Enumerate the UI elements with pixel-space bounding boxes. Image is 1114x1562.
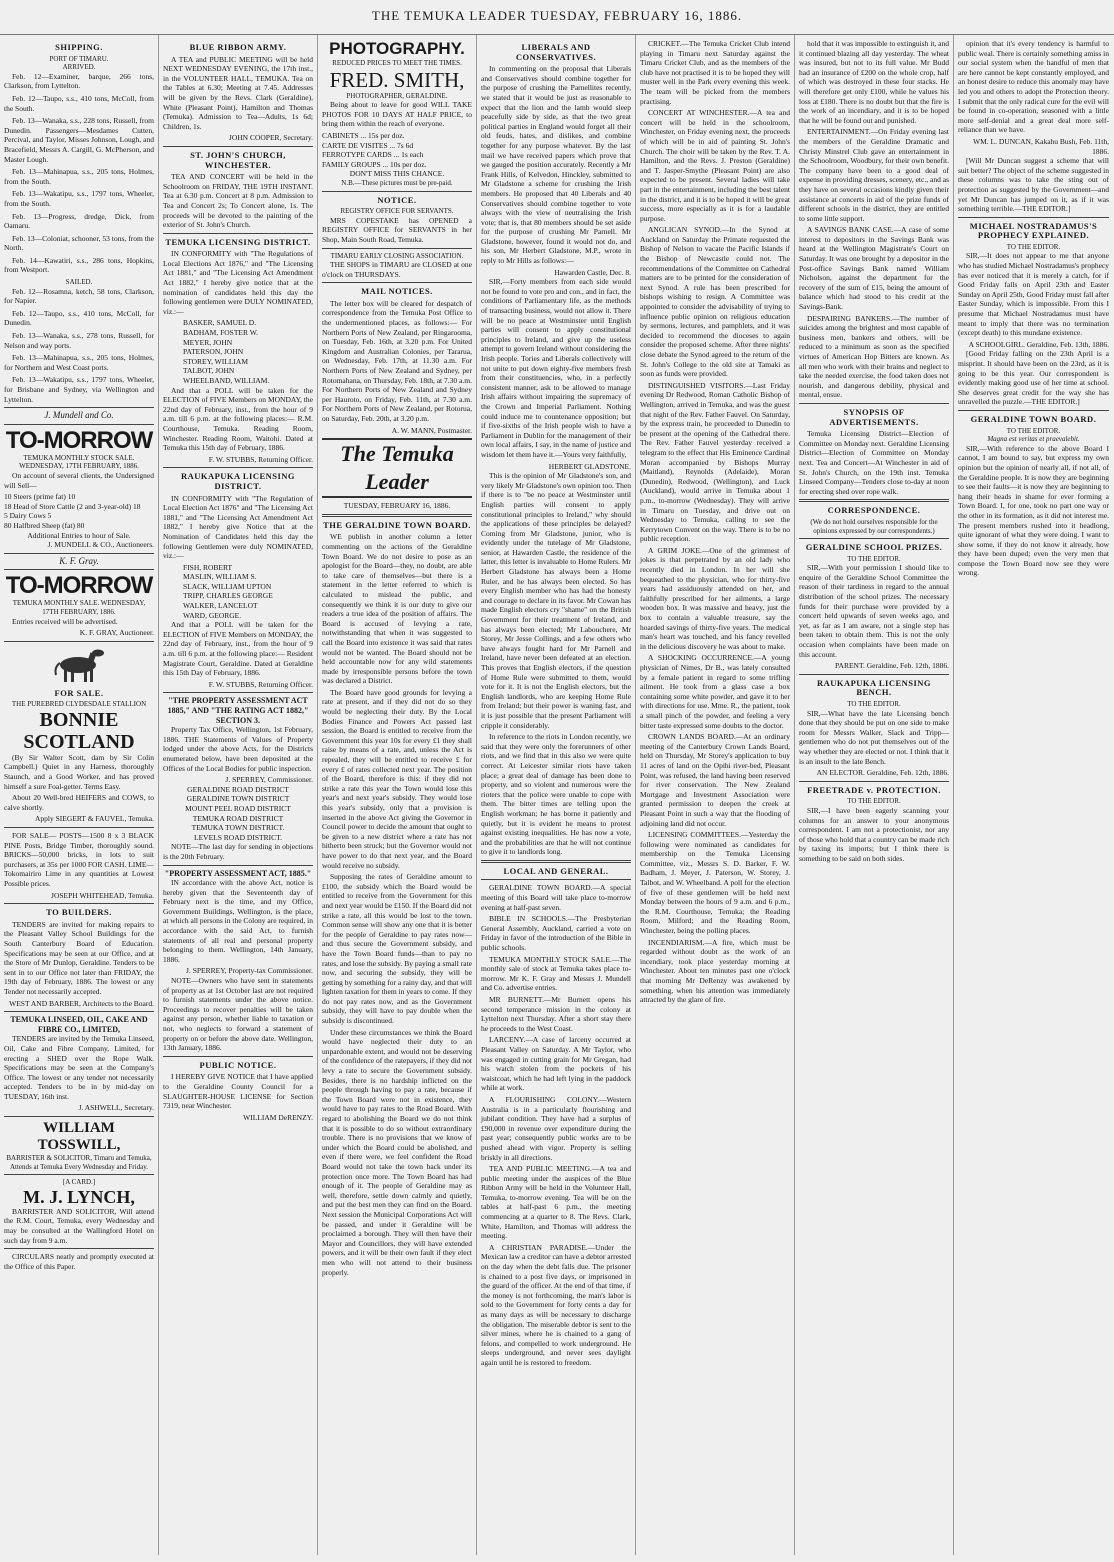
local-item: TEMUKA MONTHLY STOCK SALE.—The monthly sale of stock at Temuka takes place to-morrow. Mr K. F. Gray and Messrs J. Mundell and Co. advertise entries.	[481, 954, 631, 993]
bench-title: RAUKAPUKA LICENSING BENCH.	[816, 677, 932, 698]
to-editor: TO THE EDITOR.	[1006, 242, 1061, 251]
candidate-name: MEYER, JOHN	[183, 337, 233, 347]
sailed-item: Feb. 13—Wakatipu, s.s., 1797 tons, Wheeler, for Brisbane and Sydney, via Wellington and Lyttelton.	[4, 375, 154, 404]
arrived-item: Feb. 13—Wanaka, s.s., 228 tons, Russell, from Dunedin. Passengers—Mesdames Cutten, Percival, and Taylor, Misses Johnson, Lough, and Bracefield, Messrs A. Cargill, G. McPherson, and Master Lough.	[4, 116, 154, 164]
arrived-title: ARRIVED.	[62, 63, 96, 72]
divider	[799, 499, 949, 502]
fred-text: Being about to leave for good WILL TAKE PHOTOS FOR 10 DAYS AT HALF PRICE, to bring them within the reach of everyone.	[322, 100, 472, 129]
prizes-text: SIR,—With your permission I should like to enquire of the Geraldine School Committee the reason of their tardiness in regard to the annual distribution of the school prizes. The necessary funds for their purchase were provided by a concert held upwards of seven weeks ago, and yet, as far as I am aware, not a single step has been taken to obtain them. This is not the only occasion when complaints have been made on this account.	[799, 563, 949, 659]
divider	[4, 827, 154, 828]
tosswill-text: BARRISTER & SOLICITOR, Timaru and Temuka, Attends at Temuka Every Wednesday and Friday.	[6, 1154, 152, 1171]
linseed-signature: J. ASHWELL, Secretary.	[78, 1103, 154, 1113]
news-item: A SHOCKING OCCURRENCE.—A young physician of Nimes, Dr B., was lately consulted by a female patient in regard to some trifling ailment. He took from a glass case a box containing some white powder, and gave it to her with directions for use. Mme. R., the patient, took a small pinch of the powder, and feeling a very bitter taste expressed some doubts to the doctor.	[640, 653, 790, 730]
blue-ribbon-title: BLUE RIBBON ARMY.	[189, 42, 287, 52]
arrived-item: Feb. 12—Examiner, barque, 266 tons, Clarkson, from Lyttelton.	[4, 71, 154, 91]
blue-ribbon-signature: JOHN COOPER, Secretary.	[228, 133, 313, 143]
divider	[799, 781, 949, 782]
board-paragraph: The Board have good grounds for levying a rate at present, and if they did not do so they would be neglecting their duty. By the Local Bodies Finance and Powers Act passed last session, the Board is entitled to receive from the Government this year 10s for every £1 they shall raise by means of a rate, and, unless the Act is repealed, they will be entitled to receive £ for every £ of rates collected next year. The position of the Board, therefore is this: if they did not strike a rate this year the Town would lose this year's and next year's subsidy. They would lose this year's subsidy, only that a provision is inserted in the above Act giving the Governor in Council power to decide the amount that ought to be given to a new district where a rate has not hitherto been struck; but the Governor would not have power to do that next year, and the Board would receive no subsidy.	[322, 687, 472, 870]
candidate-name: SLACK, WILLIAM UPTON	[183, 581, 272, 591]
price-item: FERROTYPE CARDS ... 1s each	[322, 150, 424, 160]
prop2-signature: J. SPERREY, Property-tax Commissioner.	[186, 966, 313, 976]
stjohn-text: TEA AND CONCERT will be held in the Schoolroom on FRIDAY, THE 19TH INSTANT. Tea at 6.30 p.m. Concert at 8 p.m. Admission to Tea and Concert 2s; To Concert alone, 1s. The proceeds will be devoted to the painting of the exterior of St. John's Church.	[163, 172, 313, 230]
duncan-signature: WM. L. DUNCAN, Kakahu Bush, Feb. 11th, 1886.	[973, 136, 1109, 156]
correspondence-title: CORRESPONDENCE.	[827, 505, 921, 516]
closing-title: TIMARU EARLY CLOSING ASSOCIATION.	[330, 251, 464, 260]
mundell-signature: J. MUNDELL & CO., Auctioneers.	[47, 540, 154, 550]
freetrade-title: FREETRADE v. PROTECTION.	[807, 784, 941, 795]
libcon-title: LIBERALS AND CONSERVATIVES.	[515, 42, 597, 62]
editor-note: [Good Friday falling on the 23th April is a misprint. It should have been on the 23rd, as it is going to be this year. Our correspondent is evidently making good use of her time at school. She deserves great credit for the way she has unravelled the puzzle.—THE EDITOR.]	[958, 349, 1109, 407]
divider	[958, 217, 1109, 218]
divider	[322, 514, 472, 517]
sailed-item: Feb. 12—Taupo, s.s., 410 tons, McColl, for Dunedin.	[4, 308, 154, 328]
news-item: ENTERTAINMENT.—On Friday evening last the members of the Geraldine Dramatic and Christy Minstrel Club gave an entertainment in the Schoolroom, Woodbury, for their own benefit. The company have been to a good deal of expense in providing dresses, scenery, etc., and as they have on several occasions kindly given their assistance at concerts in aid of the prize funds of different schools in the district, they are entitled to some little support.	[799, 127, 949, 223]
price-list	[322, 131, 472, 169]
candidate-name: BADHAM, FOSTER W.	[183, 328, 259, 338]
sailed-item: Feb. 12—Rosamna, ketch, 58 tons, Clarkson, for Napier.	[4, 286, 154, 306]
gray-sale: TEMUKA MONTHLY SALE. WEDNESDAY, 17TH FEBRUARY, 1886.	[12, 599, 146, 616]
apply-signature: Apply SIEGERT & FAUVEL, Temuka.	[34, 814, 154, 824]
gtb-title: GERALDINE TOWN BOARD.	[970, 413, 1097, 424]
lynch-text: BARRISTER AND SOLICITOR, Will attend the R.M. Court, Temuka, every Wednesday and may be consulted at the Wallingford Hotel on such day from 9 a.m.	[4, 1206, 154, 1245]
builders-signature: WEST AND BARBER, Architects to the Board.	[9, 998, 154, 1008]
local-item: A FLOURISHING COLONY.—Western Australia is in a particularly flourishing and jubilant condition. They have had a surplus of £90,000 in revenue over expenditure during the past year; consequently public works are to be pushed ahead with vigor. Property is selling briskly in all directions.	[481, 1094, 631, 1162]
posts-text: FOR SALE— POSTS—1500 8 x 3 BLACK PINE Posts, Bridge Timber, thoroughly sound. BRICKS—50,000 bricks, in lots to suit purchasers, at 35s per 1000 FOR CASH. LIME—Tokomairiro Lime in any quantities at Lowest Possible prices.	[4, 831, 154, 888]
nb-note: N.B.—These pictures must be pre-paid.	[341, 178, 453, 187]
candidate-name: TALBOT, JOHN	[183, 366, 235, 376]
column-4	[477, 35, 636, 1555]
local-item: LARCENY.—A case of larceny occurred at Pleasant Valley on Saturday. A Mr Taylor, who was engaged in cutting grain for Mr Gregan, had his watch stolen from the pockets of his waistcoat, which he had left lying in the paddock while at work.	[481, 1035, 631, 1093]
local-item: TEA AND PUBLIC MEETING.—A tea and public meeting under the auspices of the Blue Ribbon Army will be held in the Volunteer Hall, Temuka, to-morrow evening. Tea will be on the tables at half-past 6 p.m., the meeting commencing at a quarter to 8. The Revs. Clark, White, Hamilton, and Thomas will address the meeting.	[481, 1164, 631, 1241]
public-notice-text: I HEREBY GIVE NOTICE that I have applied to the Geraldine County Council for a SLAUGHTER-HOUSE LICENSE for Section 7319, near Winchester.	[163, 1072, 313, 1111]
column-6	[795, 35, 954, 1555]
stallion-title: THE PUREBRED CLYDESDALE STALLION	[11, 700, 147, 709]
synopsis-text: Temuka Licensing District—Election of Committee on Monday next. Geraldine Licensing District—Election of Committee on Monday next. Tea and Concert—At Winchester in aid of St. John's Church, on the 19th inst. Temuka Linseed Company—Tenders close to-day at noon for erecting shed over rope walk.	[799, 429, 949, 496]
candidate-name: MASLIN, WILLIAM S.	[183, 572, 257, 582]
bench-text: SIR,—What have the late Licensing bench done that they should be put on one side to make room for Messrs Walker, Slack and Tripp—gentlemen who do not put themselves out of the way whether they are elected or not. I think that it is an insult to the late Bench.	[799, 708, 949, 766]
arrived-item: Feb. 13—Wakatipu, s.s., 1797 tons, Wheeler, from the South.	[4, 189, 154, 208]
sailed-item: Feb. 13—Mahinapua, s.s., 205 tons, Holmes, for Northern and West Coast ports.	[4, 353, 154, 372]
column-5	[636, 35, 795, 1555]
bench-signature: AN ELECTOR. Geraldine, Feb. 12th, 1886.	[816, 768, 949, 778]
prizes-signature: PARENT. Geraldine, Feb. 12th, 1886.	[835, 661, 949, 671]
blue-ribbon-text: A TEA and PUBLIC MEETING will be held NEXT WEDNESDAY EVENING, the 17th inst., in the VOLUNTEER HALL, TEMUKA. Tea on the Tables at 6.30; Meeting at 7.45. Addresses will be given by the Revs. Clark (Geraldine), White (Pleasant Point), Hamilton and Thomas (Temuka). Admission to Tea—Adults, 1s 6d; Children, 1s.	[163, 54, 313, 131]
district-name: GERALDINE TOWN DISTRICT	[186, 794, 290, 804]
local-item: GERALDINE TOWN BOARD.—A special meeting of this Board will take place to-morrow evening at half-past seven.	[481, 883, 631, 912]
news-item: CONCERT AT WINCHESTER.—A tea and concert will be held in the schoolroom, Winchester, on Friday evening next, the proceeds of which will be in aid of painting St. John's Church. The choir will be taken by the Rev. T. A. Hamilton, and the Revs. J. Preston (Geraldine) and T. Jasper-Smythe (Pleasant Point) are also expected to be present. Several ladies will take part in the entertainment, including the best talent in the district, and it is to be hoped it will be great success, more especially as it is for a laudable purpose.	[640, 108, 790, 223]
district-name: MOUNT PEEL ROAD DISTRICT	[185, 803, 291, 813]
divider	[4, 407, 154, 408]
stock-item: 10 Steers (prime fat) 10	[4, 492, 76, 502]
lynch-title: M. J. LYNCH,	[23, 1186, 135, 1207]
magna-quote: Magna est veritas et praevalebit.	[987, 435, 1080, 444]
news-item: A SAVINGS BANK CASE.—A case of some interest to depositors in the Savings Bank was heard at the Wellington Magistrate's Court on Saturday. It was one brought by a depositor in the Post-office Savings Bank named William Nicholson, against the department for the recovery of the sum of £15, being the amount of balance which had stood to his credit at the Savings-Bank.	[799, 225, 949, 312]
arrived-item: Feb. 13—Coloniat, schooner, 53 tons, from the North.	[4, 233, 154, 253]
divider	[322, 282, 472, 283]
district-name: TEMUKA ROAD DISTRICT	[192, 813, 284, 823]
divider	[958, 410, 1109, 411]
news-item: CRICKET.—The Temuka Cricket Club intend playing in Timaru next Saturday against the Timaru Cricket Club, and as the members of the club have not practised it is to be hoped they will muster well in the Park every evening this week. The team will be picked from the members practising.	[640, 39, 790, 106]
local-item: A CHRISTIAN PARADISE.—Under the Mexican law a creditor can have a debtor arrested on the day when the debt falls due. The prisoner is chained to a post five days, or imprisoned in the guard of the officer. At the end of that time, if the money is not forthcoming, the man's labor is sold to the Government for forty cents a day for as many days as will be necessary to discharge the obligation. The miserable debtor is sent to the silver mines, where he is chained to a gang of felons, and compelled to work underground. He sleeps underground, and never sees daylight again until he is restored to freedom.	[481, 1242, 631, 1367]
arrived-item: Feb. 13—Mahinapua, s.s., 205 tons, Holmes, from the South.	[4, 167, 154, 186]
price-item: CARTE DE VISITES ... 7s 6d	[322, 140, 414, 150]
sailed-list	[4, 287, 154, 405]
mundell-tomorrow: TO-MORROW	[5, 426, 153, 454]
gtb-text: SIR,—With reference to the above Board I cannot, I am bound to say, but express my own opinion but the opinion of nearly all, if not all, of the Geraldine people. It is now they are beginning to see their faults—it is now they are beginning to hang their heads in shame for ever forming a Town Board. I, for one, took no part one way or the other in its formation, as it did not interest me. The present members rushed into it headlong, quite ignorant of what they were doing. I want to show some, if they do not know it already, how they have been duped; even the very men that compose the Town Board now see they were wrong.	[958, 443, 1109, 578]
bonnie-title: BONNIE SCOTLAND	[23, 708, 135, 753]
mail-title: MAIL NOTICES.	[361, 286, 433, 297]
divider	[163, 692, 313, 693]
mail-text: The letter box will be cleared for despatch of correspondence from the Temuka Post Office to the undermentioned places, as follows:— For Northern Ports of New Zealand, per Ringarooma, on Tuesday, Feb. 16th, at 3.20 p.m. For United Kingdom and Australian Colonies, per Tararua, on Wednesday, Feb. 17th, at 11.30 a.m. For Northern Ports of New Zealand and Sydney, per Rotomahana, on Thursday, Feb. 18th, at 7.30 a.m. For Northern Ports of New Zealand and Sydney per Hauroto, on Friday, Feb. 11th, at 7.30 a.m. For Northern Ports of New Zealand, per Rotorua, on Saturday, Feb. 20th, at 3.20 p.m.	[322, 298, 472, 423]
prop2-title: "PROPERTY ASSESSMENT ACT, 1885."	[164, 868, 312, 878]
arrived-list	[4, 72, 154, 275]
arrived-item: Feb. 13—Progress, dredge, Dick, from Oamaru.	[4, 211, 154, 231]
column-7	[954, 35, 1113, 1555]
news-item: opinion that it's every tendency is harmful to public weal. There is certainly something amiss in our social system when the handful of men that are here cannot be kept constantly employed, and an honest desire to reduce this anomaly may have led you and others to adopt the Protection theory. I submit that the only radical cure for the evil will be found in co-operation, seasoned with a little more self-denial and a great deal more self-reliance than we have.	[958, 39, 1109, 135]
divider	[4, 641, 154, 642]
candidate-name: FISH, ROBERT	[183, 562, 233, 572]
whitehead-signature: JOSEPH WHITEHEAD, Temuka.	[51, 890, 154, 900]
divider	[4, 1116, 154, 1117]
registry-text: MRS COPESTAKE has OPENED a REGISTRY OFFICE for SERVANTS in her Shop, Main South Road, Temuka.	[322, 215, 472, 244]
news-item: INCENDIARISM.—A fire, which must be regarded without doubt as the work of an incendiary, took place yesterday morning at Winchester. About ten minutes past one o'clock that morning Mr DeRenzy was awakened by something, when his attention was immediately attracted by the glare of fire.	[640, 937, 790, 1005]
candidate-name: STOREY, WILLIAM	[183, 356, 249, 366]
divider	[4, 553, 154, 554]
column-2	[159, 35, 318, 1555]
notice-title: NOTICE.	[377, 194, 417, 205]
divider	[4, 1174, 154, 1175]
rld-names	[163, 563, 313, 621]
michael-text: SIR,—It does not appear to me that anyone who has studied Michael Nostradamus's prophecy has ever noticed that it is merely a catch, for if Good Friday falls on April 23th and Easter Sunday on April 25th, Good Friday must fall after Easter Sunday, which is impossible. From this I presume that Michael Nostradamus must have meant to imply that there was no termination (except death) to this mundane existence.	[958, 251, 1109, 338]
candidate-name: WHEELBAND, WILLIAM.	[183, 376, 270, 385]
registry-title: REGISTRY OFFICE FOR SERVANTS.	[340, 207, 454, 216]
to-editor: TO THE EDITOR.	[847, 797, 901, 806]
divider	[322, 191, 472, 192]
rld-title: RAUKAPUKA LICENSING DISTRICT.	[180, 471, 296, 491]
photography-title: PHOTOGRAPHY.	[329, 39, 465, 58]
districts-list	[163, 785, 313, 843]
tld-title: TEMUKA LICENSING DISTRICT.	[165, 236, 311, 247]
stjohn-title: ST. JOHN'S CHURCH, WINCHESTER.	[190, 149, 286, 170]
gray-signature: K. F. GRAY, Auctioneer.	[79, 628, 154, 638]
candidate-name: BASKER, SAMUEL D.	[183, 318, 257, 328]
tld-signature: F. W. STUBBS, Returning Officer.	[208, 454, 313, 464]
gray-text: Entries received will be advertised.	[12, 616, 118, 626]
news-item: hold that it was impossible to extinguish it, and it continued blazing all day yesterday. The wheat was insured, but not to its full value. Mr Budd had an insurance of £200 on the whole crop, half of which was destroyed in these four stacks. He will therefore get only £100, while he values his loss at £180. There is no doubt but that the fire is the work of an incendiary, and it is to be hoped that he will be found out and punished.	[799, 39, 949, 125]
horse-illustration	[44, 645, 114, 685]
prop-signature: J. SPERREY, Commissioner.	[225, 775, 313, 785]
news-item: A GRIM JOKE.—One of the grimmest of jokes is that perpetrated by an old lady who recently died in London. In her will she bequeathed to the physician, who for thirty-five years had assiduously attended on her, and faithfully prescribed for her ailments, a large wooden box. It was massive and heavy, just the box to contain a valuable treasure, say the hoarded savings of thirty-five years. The medical man's heart was touched, and his fancy revelled in the delicious discovery he was about to make.	[640, 545, 790, 651]
public-notice-signature: WILLIAM DeRENZY.	[243, 1112, 313, 1122]
divider	[163, 1056, 313, 1057]
board-title: THE GERALDINE TOWN BOARD.	[323, 519, 471, 530]
gray-title: K. F. Gray.	[59, 555, 99, 566]
editor-note: [Will Mr Duncan suggest a scheme that will suit better? The object of the scheme suggested in these columns was to take the sting out of protection as suggested by the Government—and yet Mr Duncan has jumped on it, as if it was something terrible.—THE EDITOR.]	[958, 156, 1109, 214]
news-item: LICENSING COMMITTEES.—Yesterday the following were nominated as candidates for membership on the Temuka Licensing Committee, viz., Messrs S. D. Barker, F. W. Badham, J. Meyer, J. Paterson, W. Storey, J. Talbot, and W. Wheelband. A poll for the election of five of these gentlemen will be held next Monday between the hours of 9 a.m. and 6 p.m., the R.M. Courthouse, Temuka; the Reading Room, Milford; and the Reading Room, Winchester, being the polling places.	[640, 830, 790, 936]
closing-text: THE SHOPS in TIMARU are CLOSED at one o'clock on THURSDAYS.	[322, 260, 472, 279]
candidate-name: WALKER, LANCELOT	[183, 601, 258, 611]
freetrade-text: SIR,—I have been eagerly scanning your columns for an answer to your anonymous correspondent. I am not a protectionist, nor any of those who hold that a country can be made rich by taxing its imports; but I think there is something to be said on both sides.	[799, 805, 949, 863]
dont-miss: DON'T MISS THIS CHANCE.	[349, 169, 445, 179]
fred-subtitle: PHOTOGRAPHER, GERALDINE.	[346, 91, 448, 100]
board-paragraph: Under these circumstances we think the Board would have neglected their duty to an unpardonable extent, and would not be deserving of the confidence of the ratepayers, if they did not levy a rate to secure the Government subsidy. Besides, there is no hardship inflicted on the people through having to pay a rate, because if the Town Board were not in existence, they would have to pay rates to the Road Board. With regard to abolishing the Board we do not think that it is possible to do so without extraordinary trouble. There is no provisions that we know of under which the Board could be abolished, and even if there were, we feel confident the Road Board would not take the town back under its protection once more. The Town Board has had enough of it. The people of Geraldine may as well, therefore, settle down calmly and quietly, and put the best men they can find on the Board. Next session the Municipal Corporations Act will be passed, and under it Geraldine will be proclaimed a borough. They will then have their Mayor and Councillors, they will have extended powers, and it will be their own fault if they elect men who will not attend to their business properly.	[322, 1027, 472, 1277]
price-item: CABINETS ... 15s per doz.	[322, 130, 405, 140]
masthead: The Temuka Leader	[322, 438, 472, 498]
news-item: ANGLICAN SYNOD.—In the Synod at Auckland on Saturday the Primate requested the Bishop of Nelson to vacate the Pacific Islands if the Bishop of Newcastle could not. The recommendations of the Committee on Cathedral matters are to be printed for the consideration of next Synod. A rule has been prescribed for bishops wishing to resign. A Committee was appointed to consider the advisability of trying to influence public opinion on religious education by sermons, lectures, and pamphlets, and it was decided to recommend the dioceses to again consider the proposed scheme. After three nights' close debate the Synod agreed to the return of the St. John's College to the old site at Tamaki as soon as funds were provided.	[640, 225, 790, 379]
libcon-paragraph: This is the opinion of Mr Gladstone's son, and very likely Mr Gladstone's own opinion too. Then if there is to "be no peace at Westminster until English parties will consent to apply constitutional principles to Ireland," why should the applications of these principles be delayed? Coming from Mr Gladstone, junior, who is evidently under the tutelage of Mr Gladstone, senior, at Hawarden Castle, the residence of the latter, this letter is invaluable to Home Rulers. Mr Herbert Gladstone has always been a Home Ruler, and he has always been elected. So has every English member who has had the honesty and courage to declare in its favor. Mr Cowan has made English electors cry "shame" on the British Government for their treatment of Ireland, and has always been elected; Mr Labouchere, Mr Storey, Mr Jesse Collings, and a few others who have always fought hard for Mr Parnell and Ireland, have never been defeated at an election. This proves that English electors, if the question of Home Rule were submitted to them, would vote for it. It is not the English electors, but the English landlords, who are keeping Home Rule from Ireland; but their power is waning fast, and it is just possible that the present Parliament will cripple it considerably.	[481, 471, 631, 730]
mundell-text: On account of several clients, the Undersigned will Sell—	[4, 470, 154, 490]
sailed-title: SAILED.	[65, 278, 93, 287]
news-item: DISTINGUISHED VISITORS.—Last Friday evening Dr Redwood, Roman Catholic Bishop of Wellington, arrived in Temuka, and was the guest that night of the Rev. Father Fauvel. On Saturday, by the express train, he proceeded to Dunedin to be present at the opening of the Cathedral there. The Rev. Father Fauvel yesterday received a telegram to the effect that His Eminence Cardinal Moran accompanied by Bishops Murray (Maitland), Reynolds (Adelaide), Moran (Dunedin), Redwood, (Wellington), and Luck (Auckland), would arrive in Temuka about 1 p.m., to-morrow (Wednesday). They will arrive in Timaru on Tuesday, and drive out on Wednesday to Temuka, calling to see the Kerrytown Convent on the way. There is to be no public reception.	[640, 380, 790, 544]
divider	[799, 538, 949, 539]
photography-subtitle: REDUCED PRICES TO MEET THE TIMES.	[332, 59, 462, 67]
circulars-text: CIRCULARS neatly and promptly executed at the Office of this Paper.	[4, 1252, 154, 1271]
divider	[799, 403, 949, 404]
district-name: GERALDINE ROAD DISTRICT	[187, 784, 289, 794]
news-item: CROWN LANDS BOARD.—At an ordinary meeting of the Canterbury Crown Lands Board, held on Thursday, Mr Storey's application to buy 11 acres of land on the Opihi river-bed, Pleasant Point, was refused, the land having been reserved for river conservation. The New Zealand Mortgage and Investment Association were granted permission to deepen the creek at Pleasant Point in such a way that the flooding of adjoining land did not occur.	[640, 732, 790, 828]
shipping-title: SHIPPING.	[55, 42, 103, 52]
arrived-item: Feb. 12—Taupo, s.s., 410 tons, McColl, from the South.	[4, 93, 154, 113]
local-item: MR BURNETT.—Mr Burnett opens his second temperance mission in the colony at Lyttelton next Thursday. After a short stay there he proceeds to the West Coast.	[481, 995, 631, 1033]
libcon-paragraph: In commenting on the proposal that Liberals and Conservatives should combine together for the purpose of crushing the Parnellites recently, we stated that it would be just as reasonable to expect that the lion and the lamb would sleep peacefully side by side, as that the two great political parties in England would forget all their old feuds, hates, and dislikes, and combine together for any purpose whatever. By the last mail we have received papers which prove that we gauged the position accurately. Recently a Mr Frank Hills, of Kelvedon, Hinckley, submitted to Mr Gladstone a scheme for crushing the Irish members. He proposed that 40 Liberals and 40 Conservatives should combine together to vote always with the view of neutralising the Irish vote; that is, that 80 members should be set aside for the purpose of crushing Mr Parnell. Mr Gladstone, however, found it would not do, and his son, Mr Herbert Gladstone, M.P., wrote in reply to Mr Hills as follows:—	[481, 64, 631, 266]
to-editor: TO THE EDITOR.	[1006, 426, 1061, 435]
divider	[4, 569, 154, 570]
divider	[4, 1248, 154, 1249]
divider	[322, 248, 472, 249]
bonnie-text: (By Sir Walter Scott, dam by Sir Colin Campbell.) Quiet in any Harness, thoroughly Staunch, and a Good Worker, and has proved himself a sure Foal-getter. Terms Easy.	[4, 752, 154, 791]
forsale-title: FOR SALE.	[54, 687, 104, 698]
column-3	[318, 35, 477, 1555]
board-paragraph: Supposing the rates of Geraldine amount to £100, the subsidy which the Board would be entitled to receive from the Government for this and next year would be £150. If the Board did not strike a rate, all this would be lost to the town. Common sense will show any one that it is better for the people of Geraldine to pay rates now—and thus secure the Government subsidy, and have the Town Board funds—than to pay no rates, and lose the subsidy. By paying a small rate now, and securing the subsidy, they will be getting by something for a rainy day, and that will lighten taxation for them in years to come. If they do not pay rates now, and as the Government subsidy, they will have to pay double when the subsidy is discontinued.	[322, 872, 472, 1026]
linseed-text: TENDERS are invited by the Temuka Linseed, Oil, Cake and Fibre Company, Limited, for erecting a SHED over the Rope Walk. Specifications may be seen at the Company's Office. The lowest or any tender not necessarily accepted. Tenders to be in by mid-day on TUESDAY, 16th inst.	[4, 1034, 154, 1101]
divider	[4, 903, 154, 904]
prop2-text: IN accordance with the above Act, notice is hereby given that the Seventeenth day of February next is the time, and my Office, Government Buildings, Wellington, is the place, at which all persons in the Colony are required, in accordance with the said Act, to furnish statements of all real and personal property belonging to them. Wellington, 14th January, 1886.	[163, 878, 313, 964]
divider	[163, 865, 313, 866]
candidate-name: TRIPP, CHARLES GEORGE	[183, 591, 273, 601]
prop-text: Property Tax Office, Wellington, 1st February, 1886. THE Statements of Values of Property lodged under the above Acts, for the Districts enumerated below, have been deposited at the Offices of the Local Bodies for public inspection.	[163, 725, 313, 773]
libcon-paragraph: In reference to the riots in London recently, we said that they were only the forerunners of other riots, and we find that in this also we were quite correct. At Leicester similar riots have taken place; a great deal of damage has been done to property, and so violent and numerous were the rioters that the police were unable to cope with them. The bitter times are telling upon the English workman; he has borne it patiently and quietly, but it is evident he means to protest against existing inequalities. He has now a vote, and the probabilities are that he will not continue to give it to landlords long.	[481, 732, 631, 857]
stock-item: 80 Halfbred Sheep (fat) 80	[4, 520, 85, 530]
prop-title: "THE PROPERTY ASSESSMENT ACT 1885," AND "THE RATING ACT 1882," SECTION 3.	[167, 696, 309, 725]
sailed-item: Feb. 13—Wanaka, s.s., 278 tons, Russell, for Nelson and way ports.	[4, 331, 154, 350]
district-name: LEVELS ROAD DISTRICT.	[194, 832, 282, 842]
tld-text-2: And that a POLL will be taken for the ELECTION of FIVE Members on MONDAY, the 22nd day of February, inst., from the hour of 9 a.m. till 6 p.m. at the following places:— R.M. Courthouse, Temuka. Reading Room, Winchester. Reading Room, Waitohi. Dated at Temuka this 15th day of February, 1886.	[163, 385, 313, 453]
tld-names	[163, 318, 313, 385]
mundell-sale: TEMUKA MONTHLY STOCK SALE. WEDNESDAY, 17TH FEBRUARY, 1886.	[19, 453, 139, 471]
divider	[4, 1011, 154, 1012]
libcon-dateline: Hawarden Castle, Dec. 8.	[554, 267, 631, 277]
divider	[481, 860, 631, 863]
stock-item: 18 Head of Store Cattle (2 and 3-year-old) 18	[4, 501, 141, 511]
divider	[163, 233, 313, 234]
divider	[4, 424, 154, 425]
arrived-item: Feb. 14—Kawatiri, s.s., 286 tons, Hopkins, from Westport.	[4, 255, 154, 275]
divider	[163, 467, 313, 468]
linseed-title: TEMUKA LINSEED, OIL, CAKE AND FIBRE CO., LIMITED,	[10, 1015, 148, 1034]
schoolgirl-signature: A SCHOOLGIRL. Geraldine, Feb. 13th, 1886.	[968, 339, 1109, 349]
card-label: [A CARD.]	[62, 1178, 96, 1187]
builders-text: TENDERS are invited for making repairs to the Pleasant Valley School Buildings for the South Canterbury Board of Education. Specifications may be seen at our Office, and at the Store of Mr Dunlop, Geraldine. Tenders to be sent in to our Office not later than FRIDAY, the 19th day of February, 1886. The lowest or any Tender not necessarily accepted.	[4, 919, 154, 996]
divider	[481, 879, 631, 880]
page-columns	[0, 35, 1114, 1555]
public-notice-title: PUBLIC NOTICE.	[199, 1059, 277, 1070]
prizes-title: GERALDINE SCHOOL PRIZES.	[805, 542, 943, 553]
candidate-name: WARD, GEORGE.	[183, 610, 242, 620]
candidate-name: PATERSON, JOHN	[183, 347, 244, 357]
correspondence-note: (We do not hold ourselves responsible for the opinions expressed by our correspondents.)	[810, 517, 938, 535]
tld-text: IN CONFORMITY with "The Regulations of Local Elections Act 1876," and "The Licensing Act 1881," and "The Licensing Act Amendment Act 1882," I hereby give notice that at the nomination of candidates held this day the following gentlemen were DULY NOMINATED, viz.:—	[163, 249, 313, 316]
rld-text-2: And that a POLL will be taken for the ELECTION of FIVE Members on MONDAY, the 22nd day of February, inst., from the hour of 9 a.m. till 6 p.m. at the following place:— Resident Magistrate Court, Geraldine. Dated at Geraldine this 15th Day of February, 1886.	[163, 620, 313, 678]
to-editor: TO THE EDITOR.	[847, 554, 901, 563]
michael-title: MICHAEL NOSTRADAMUS'S PROPHECY EXPLAINED.	[969, 220, 1098, 241]
prop-note: NOTE—The last day for sending in objections is the 20th February.	[163, 842, 313, 861]
newspaper-header	[0, 0, 1114, 35]
masthead-date: TUESDAY, FEBRUARY 16, 1886.	[343, 501, 451, 511]
port-title: PORT OF TIMARU.	[49, 54, 109, 63]
entries-note: Additional Entries to hour of Sale.	[27, 530, 131, 540]
stock-list	[4, 492, 154, 530]
libcon-signature: HERBERT GLADSTONE.	[548, 461, 631, 471]
fred-smith-title: FRED. SMITH,	[329, 67, 465, 92]
mail-signature: A. W. MANN, Postmaster.	[391, 425, 472, 435]
local-item: BIBLE IN SCHOOLS.—The Presbyterian General Assembly, Auckland, carried a vote on Friday in favor of the introduction of the Bible in public schools.	[481, 914, 631, 953]
divider	[799, 674, 949, 675]
district-name: TEMUKA TOWN DISTRICT.	[191, 823, 285, 833]
header-title: THE TEMUKA LEADER TUESDAY, FEBRUARY 16, 1886.	[371, 8, 743, 23]
price-item: FAMILY GROUPS ... 10s per doz.	[322, 159, 427, 169]
libcon-paragraph: SIR,—Forty members from each side would not be found to vote pro and con., and in fact, the conditions of Parliamentary life, as the methods of transacting business, would not allow it. There will be no peace at Westminster until English parties will consent to apply constitutional principles to Ireland, and give up the useless attempt to govern Ireland without considering the Irish people. Tories and Liberals collectively will not unite to put down eighty-five members fresh from their constituencies, who, in a perfectly consistent manner, ask to be allowed to manage Irish affairs without impairing the supremacy of the Crown and Imperial Parliament. Nothing could induce me to countenance opposition; but if five-sixths of the Irish people wish to have a Parliament in Dublin for the management of their own local affairs, I say, in the name of justice and wisdom let them have it.—Yours very faithfully,	[481, 277, 631, 459]
heifers-text: About 20 Well-bred HEIFERS and COWS, to calve shortly.	[4, 793, 154, 812]
gray-tomorrow: TO-MORROW	[5, 572, 153, 600]
builders-title: TO BUILDERS.	[46, 907, 112, 918]
divider	[163, 146, 313, 147]
stock-item: 5 Dairy Cows 5	[4, 511, 52, 521]
board-paragraph: WE publish in another column a letter commenting on the actions of the Geraldine Town Board. We do not desire to pose as an apologist for the Board—they, no doubt, are able to take care of themselves—but there is a statement in the letter referred to which is calculated to mislead the public, and consequently we think it is our duty to give our readers a true idea of the position of affairs. The Board is accused of levying a rate, notwithstanding that when it was suggested to call the Board into existence it was said that rates would not be wanted. The Board should not be held accountable now for any wild statements made by irresponsible persons before the town was declared a District.	[322, 532, 472, 686]
rld-text: IN CONFORMITY with "The Regulation of Local Election Act 1876" and "The Licensing Act 1881," and "The Licensing Act Amendment Act 1882," I hereby give Notice that at the Nomination of Candidates held this day the following Gentlemen were duly NOMINATED, viz.:—	[163, 493, 313, 561]
to-editor: TO THE EDITOR.	[847, 700, 901, 708]
synopsis-title: SYNOPSIS OF ADVERTISEMENTS.	[829, 406, 919, 427]
rld-signature: F. W. STUBBS, Returning Officer.	[208, 679, 313, 689]
tosswill-title: WILLIAM TOSSWILL,	[37, 1120, 121, 1154]
prop2-note: NOTE—Owners who have sent in statements of property as at 1st October last are not required to furnish statements under the above notice. Proceedings to recover penalties will be taken against any person, whether liable to taxation or not, who neglects to forward a statement of property on or before the above date. Wellington, 13th January, 1886.	[163, 976, 313, 1053]
column-1	[0, 35, 159, 1555]
news-item: DESPAIRING BANKERS.—The number of suicides among the brightest and most capable of business men, bankers and others, will be reduced to a minimum as soon as the specified virtues of American Hop Bitters are known. As all men who work with their brains and neglect to take the needed exercise, the food taken does not nourish, and dangerous debility, physical and mental, ensue.	[799, 313, 949, 400]
mundell-title: J. Mundell and Co.	[44, 410, 114, 421]
local-title: LOCAL AND GENERAL.	[503, 865, 609, 876]
